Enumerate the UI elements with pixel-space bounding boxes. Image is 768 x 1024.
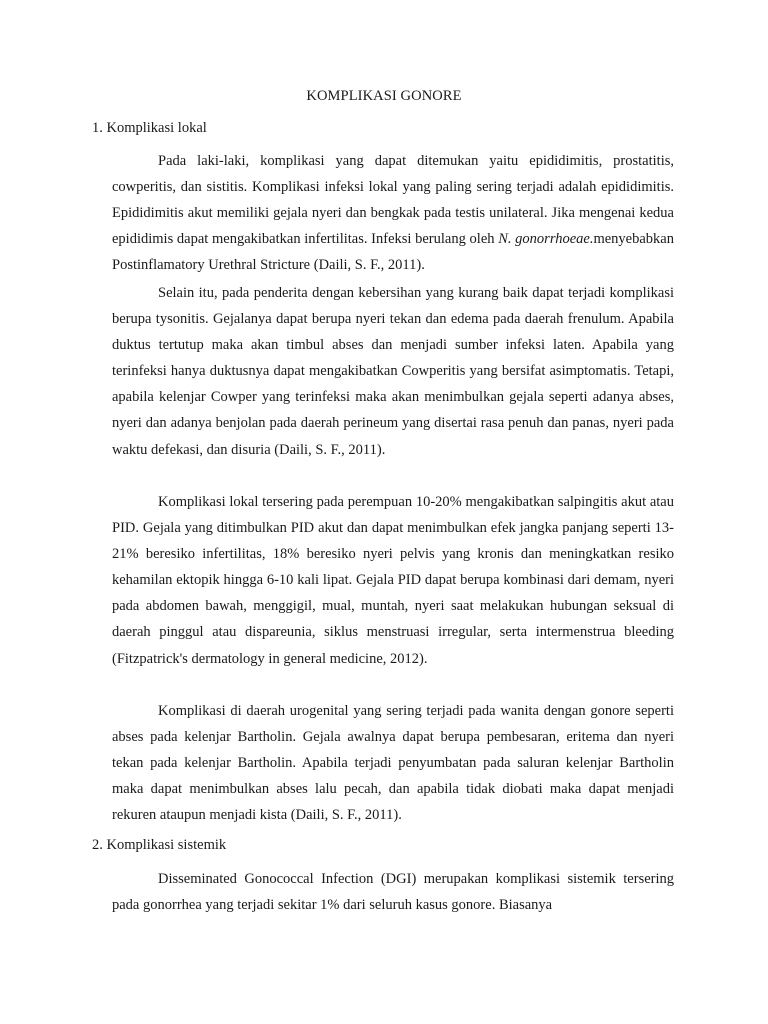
paragraph-female-complications: Komplikasi lokal tersering pada perempuan 10-20% mengakibatkan salpingitis akut atau PID. Gejala yang ditimbulkan PID akut dan dapat menimbulkan efek jangka panjang seperti 13-21% beresiko infertilitas, 18% beresiko nyeri pelvis yang kronis dan meningkatkan resiko kehamilan ektopik hingga 6-10 kali lipat. Gejala PID dapat berupa kombinasi dari demam, nyeri pada abdomen bawah, menggigil, mual, muntah, nyeri saat melakukan hubungan seksual di daerah pinggul atau dispareunia, siklus menstruasi irregular, serta intermenstrua bleeding (Fitzpatrick's dermatology in general medicine, 2012).	[112, 494, 674, 667]
paragraph-tysonitis: Selain itu, pada penderita dengan kebersihan yang kurang baik dapat terjadi komplikasi berupa tysonitis. Gejalanya dapat berupa nyeri tekan dan edema pada daerah frenulum. Apabila duktus tertutup maka akan timbul abses dan menjadi sumber infeksi laten. Apabila yang terinfeksi hanya duktusnya dapat mengakibatkan Cowperitis yang bersifat asimptomatis. Tetapi, apabila kelenjar Cowper yang terinfeksi maka akan menimbulkan gejala seperti adanya abses, nyeri dan adanya benjolan pada daerah perineum yang disertai rasa penuh dan panas, nyeri pada waktu defekasi, dan disuria (Daili, S. F., 2011).	[112, 285, 674, 458]
section-heading-local: 1. Komplikasi lokal	[92, 120, 207, 136]
paragraph-male-complications	[112, 148, 674, 278]
section-heading-systemic: 2. Komplikasi sistemik	[92, 837, 227, 853]
paragraph-bartholin: Komplikasi di daerah urogenital yang sering terjadi pada wanita dengan gonore seperti abses pada kelenjar Bartholin. Gejala awalnya dapat berupa pembesaran, eritema dan nyeri tekan pada kelenjar Bartholin. Apabila terjadi penyumbatan pada saluran kelenjar Bartholin maka dapat menimbulkan abses lalu pecah, dan apabila tidak diobati maka dapat menjadi rekuren ataupun menjadi kista (Daili, S. F., 2011).	[112, 703, 674, 824]
species-name: N. gonorrhoeae.	[498, 231, 594, 248]
document-title: KOMPLIKASI GONORE	[306, 88, 462, 104]
paragraph-text: Pada laki-laki, komplikasi yang dapat ditemukan yaitu epididimitis, prostatitis, cowperitis, dan sistitis. Komplikasi infeksi lokal yang paling sering terjadi adalah epididimitis. Epididimitis akut memiliki gejala nyeri dan bengkak pada testis unilateral. Jika mengenai kedua epididimis dapat mengakibatkan infertilitas. Infeksi berulang oleh	[112, 153, 674, 248]
paragraph-dgi: Disseminated Gonococcal Infection (DGI) merupakan komplikasi sistemik tersering pada gonorrhea yang terjadi sekitar 1% dari seluruh kasus gonore. Biasanya	[112, 871, 674, 914]
paragraph-text: menyebabkan Postinflamatory Urethral Stricture (Daili, S. F., 2011).	[112, 231, 674, 274]
